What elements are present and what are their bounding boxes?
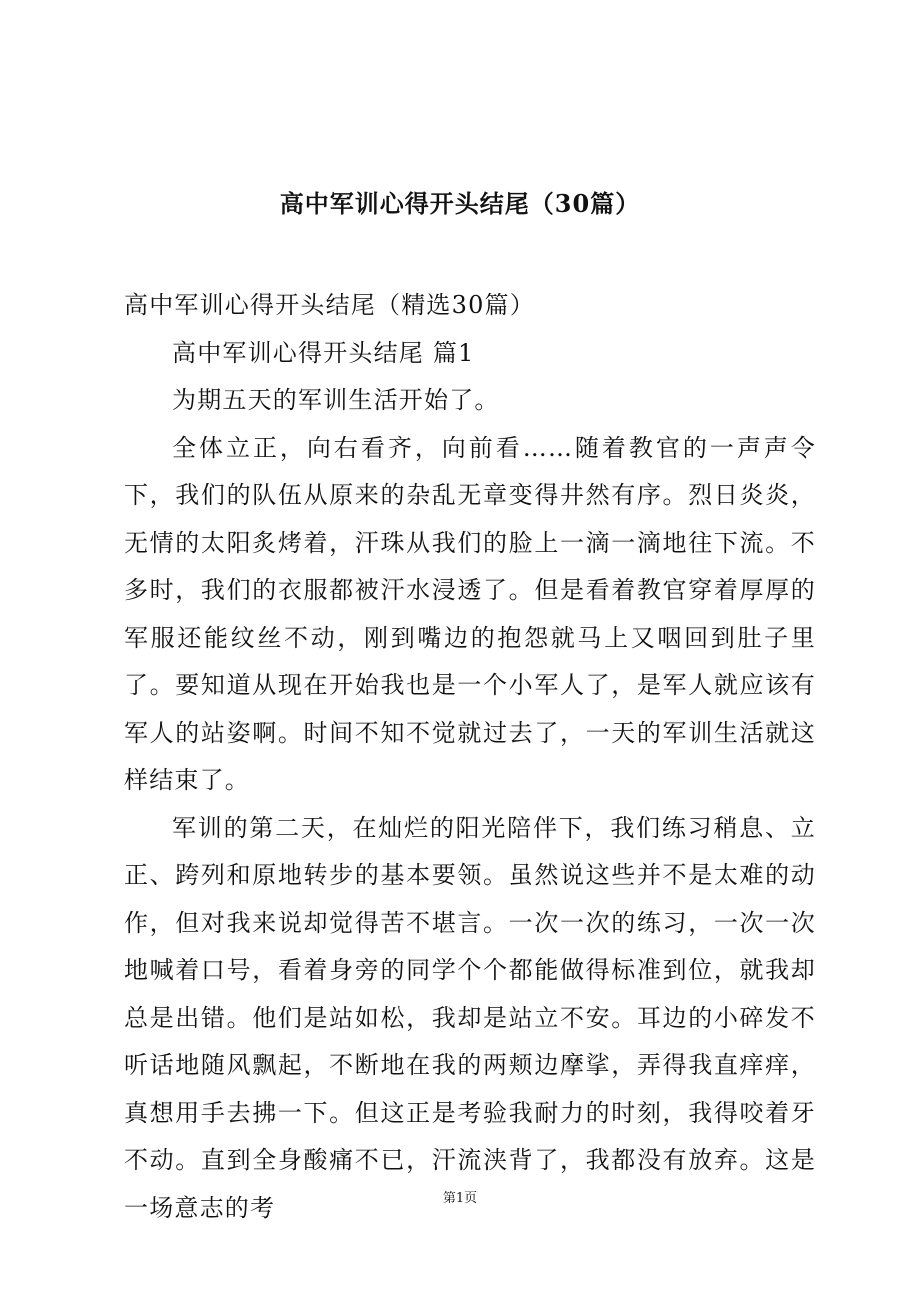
section-heading: 高中军训心得开头结尾 篇1 <box>172 338 475 367</box>
page-number: 第1页 <box>442 1191 478 1206</box>
paragraph-2: 全体立正，向右看齐，向前看……随着教官的一声声令下，我们的队伍从原来的杂乱无章变得井然有序。烈日炎炎，无情的太阳炙烤着，汗珠从我们的脸上一滴一滴地往下流。不多时，我们的衣服都被汗水浸透了。但是看着教官穿着厚厚的军服还能纹丝不动，刚到嘴边的抱怨就马上又咽回到肚子里了。要知道从现在开始我也是一个小军人了，是军人就应该有军人的站姿啊。时间不知不觉就过去了，一天的军训生活就这样结束了。 <box>124 433 816 794</box>
paragraph-1: 为期五天的军训生活开始了。 <box>172 386 500 414</box>
document-subtitle: 高中军训心得开头结尾（精选30篇） <box>124 291 535 319</box>
paragraph-3: 军训的第二天，在灿烂的阳光陪伴下，我们练习稍息、立正、跨列和原地转步的基本要领。虽然说这些并不是太难的动作，但对我来说却觉得苦不堪言。一次一次的练习，一次一次地喊着口号，看着身旁的同学个个都能做得标准到位，就我却总是出错。他们是站如松，我却是站立不安。耳边的小碎发不听话地随风飘起，不断地在我的两颊边摩挲，弄得我直痒痒，真想用手去拂一下。但这正是考验我耐力的时刻，我得咬着牙不动。直到全身酸痛不已，汗流浃背了，我都没有放弃。这是一场意志的考 <box>124 813 816 1222</box>
document-body <box>124 282 816 1232</box>
document-title: 高中军训心得开头结尾（30篇） <box>279 189 641 218</box>
